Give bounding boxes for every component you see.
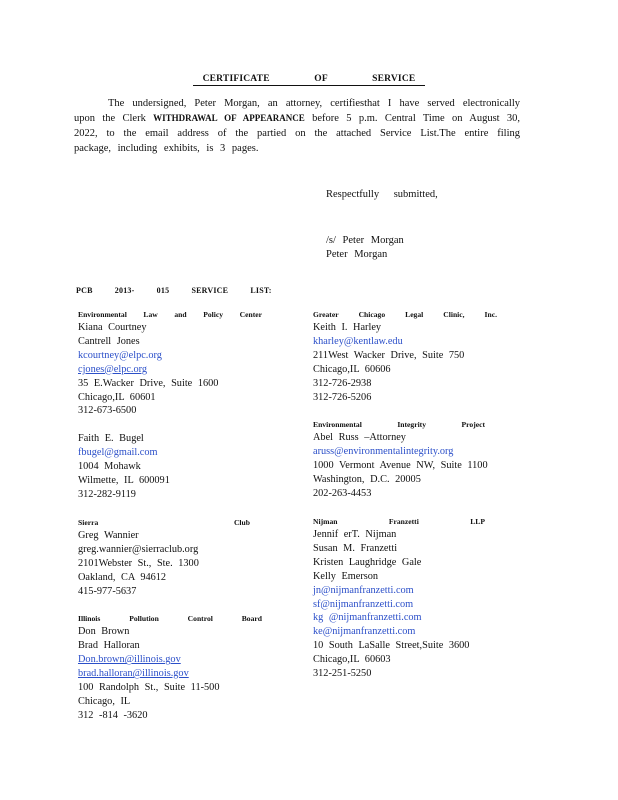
contact-line: Don Brown — [78, 626, 130, 638]
contact-line: Susan M. Franzetti — [313, 542, 398, 554]
organization-word: Illinois — [78, 614, 101, 624]
contact-line: Wilmette, IL 600091 — [78, 475, 170, 487]
organization-word: Environmental — [78, 310, 127, 319]
contact-line: Chicago, IL — [78, 695, 131, 707]
organization-word: Greater — [313, 310, 339, 319]
contact-line: Keith I. Harley — [313, 322, 382, 333]
organization-word: Law — [143, 310, 158, 319]
service-list-left-column — [78, 308, 318, 737]
organization-word: Control — [187, 614, 213, 624]
contact-line: Chicago,IL 60603 — [313, 654, 391, 666]
organization-word: Policy — [203, 310, 224, 319]
contact-line: 312 -814 -3620 — [78, 709, 148, 721]
body-intro: The undersigned, Peter Morgan, an attorney, certifiesthat I have served electronically upon the Clerk — [74, 98, 520, 124]
service-list-right-column — [313, 308, 553, 695]
email-link[interactable]: kcourtney@elpc.org — [78, 349, 162, 361]
service-contact-block — [313, 308, 553, 404]
closing: Respectfully submitted, — [326, 189, 438, 200]
contact-line: 1000 Vermont Avenue NW, Suite 1100 — [313, 460, 488, 472]
contact-line: Brad Halloran — [78, 640, 140, 652]
email-link[interactable]: sf@nijmanfranzetti.com — [313, 598, 414, 610]
service-contact-block — [78, 516, 318, 599]
organization-word: Legal — [405, 310, 424, 319]
organization-word: Environmental — [313, 420, 362, 430]
contact-line: Kristen Laughridge Gale — [313, 556, 422, 568]
signature: /s/ Peter Morgan — [326, 235, 404, 246]
contact-line: Abel Russ –Attorney — [313, 432, 406, 444]
signer-name: Peter Morgan — [326, 249, 388, 260]
organization-name — [313, 418, 485, 431]
body-doc-title: WITHDRAWAL OF APPEARANCE — [153, 113, 305, 123]
contact-line: 312-282-9119 — [78, 488, 136, 500]
service-contact-block — [313, 418, 553, 501]
organization-word: Nijman — [313, 516, 338, 526]
organization-word: Franzetti — [388, 516, 419, 526]
contact-line: 415-977-5637 — [78, 585, 137, 597]
document-title: CERTIFICATE OF SERVICE — [0, 74, 618, 84]
contact-line: Oakland, CA 94612 — [78, 571, 167, 583]
contact-line: 211West Wacker Drive, Suite 750 — [313, 349, 465, 361]
certificate-body — [74, 96, 520, 156]
email-link[interactable]: fbugel@gmail.com — [78, 447, 158, 459]
email-link[interactable]: Don.brown@illinois.gov — [78, 654, 181, 666]
email-link[interactable]: aruss@environmentalintegrity.org — [313, 446, 454, 458]
service-contact-block — [313, 515, 553, 681]
body-rest: before 5 p.m. Central Time on August 30, 2022, to the email address of the partied on the attached Service List.The entire filing package, including exhibits, is 3 pages. — [74, 113, 521, 154]
organization-word: Chicago — [358, 310, 386, 319]
organization-word: Project — [461, 420, 485, 430]
organization-word: Integrity — [397, 420, 427, 430]
email-link[interactable]: cjones@elpc.org — [78, 363, 148, 375]
organization-word: Clinic, — [443, 310, 465, 319]
service-contact-block — [78, 612, 318, 722]
contact-line: Faith E. Bugel — [78, 433, 144, 445]
contact-line: greg.wannier@sierraclub.org — [78, 543, 199, 555]
contact-line: 202-263-4453 — [313, 488, 372, 500]
service-contact-block — [78, 432, 318, 502]
contact-line: Jennif erT. Nijman — [313, 528, 397, 540]
contact-line: Chicago,IL 60606 — [313, 363, 391, 375]
contact-line: 2101Webster St., Ste. 1300 — [78, 557, 199, 569]
email-link[interactable]: kg @nijmanfranzetti.com — [313, 612, 422, 624]
service-list-heading: PCB 2013- 015 SERVICE LIST: — [76, 286, 272, 295]
contact-line: Kelly Emerson — [313, 570, 379, 582]
contact-line: Cantrell Jones — [78, 335, 140, 347]
contact-line: 312-673-6500 — [78, 405, 137, 417]
organization-name — [78, 612, 262, 625]
contact-line: 312-251-5250 — [313, 668, 372, 680]
organization-word: LLP — [470, 516, 485, 526]
email-link[interactable]: kharley@kentlaw.edu — [313, 335, 403, 347]
signature-block — [326, 234, 404, 262]
organization-word: Inc. — [484, 310, 497, 319]
service-contact-block — [78, 308, 318, 418]
organization-word: Center — [239, 310, 262, 319]
organization-word: Sierra — [78, 517, 99, 527]
contact-line: Kiana Courtney — [78, 322, 147, 333]
email-link[interactable]: jn@nijmanfranzetti.com — [313, 584, 414, 596]
contact-line: 312-726-5206 — [313, 391, 372, 403]
contact-line: Chicago,IL 60601 — [78, 391, 156, 403]
organization-word: Club — [233, 517, 250, 527]
contact-line: 35 E.Wacker Drive, Suite 1600 — [78, 377, 219, 389]
email-link[interactable]: brad.halloran@illinois.gov — [78, 668, 189, 680]
organization-name — [78, 516, 250, 529]
contact-line: 10 South LaSalle Street,Suite 3600 — [313, 640, 470, 652]
contact-line: 100 Randolph St., Suite 11-500 — [78, 682, 220, 694]
organization-word: Board — [241, 614, 262, 624]
organization-name — [78, 308, 262, 321]
email-link[interactable]: ke@nijmanfranzetti.com — [313, 626, 416, 638]
contact-line: Greg Wannier — [78, 529, 139, 541]
organization-word: and — [174, 310, 187, 319]
contact-line: 1004 Mohawk — [78, 461, 141, 473]
organization-word: Pollution — [129, 614, 159, 624]
organization-name — [313, 515, 485, 528]
contact-line: 312-726-2938 — [313, 377, 372, 389]
organization-name — [313, 308, 497, 321]
contact-line: Washington, D.C. 20005 — [313, 474, 421, 486]
